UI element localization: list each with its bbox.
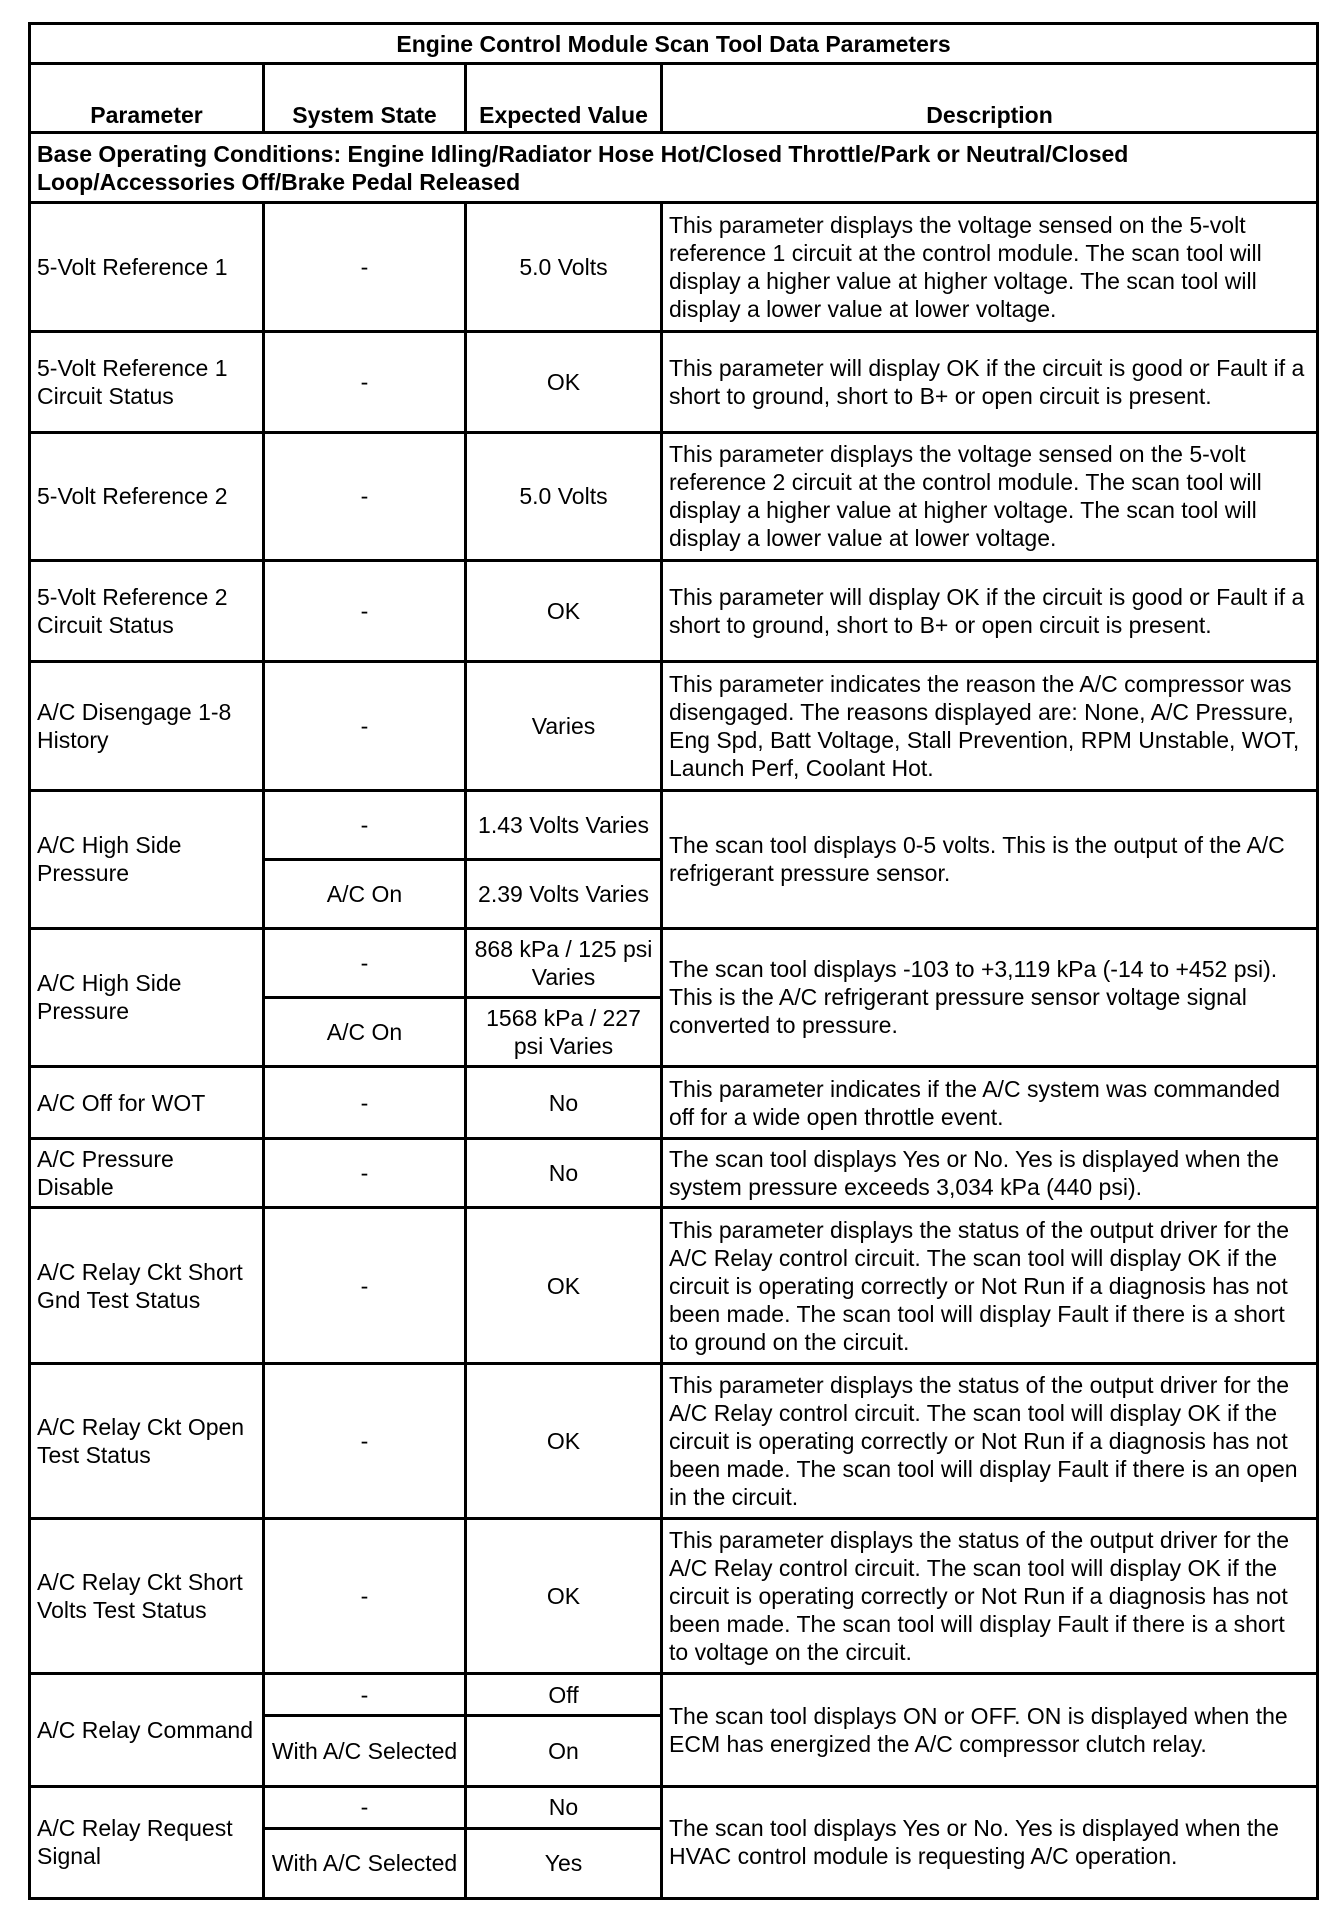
table-row	[30, 331, 1318, 432]
system-state-cell: -	[264, 928, 466, 997]
table-row	[30, 1786, 1318, 1828]
parameter-cell: A/C Relay Command	[30, 1674, 264, 1786]
expected-value-cell: No	[466, 1139, 662, 1208]
description-cell: This parameter displays the voltage sensed on the 5-volt reference 1 circuit at the control module. The scan tool will display a higher value at higher voltage. The scan tool will display a lower value at lower voltage.	[662, 203, 1318, 331]
system-state-cell: -	[264, 331, 466, 432]
description-cell: This parameter indicates if the A/C system was commanded off for a wide open throttle event.	[662, 1067, 1318, 1139]
description-cell: The scan tool displays 0-5 volts. This is the output of the A/C refrigerant pressure sensor.	[662, 790, 1318, 928]
system-state-cell: -	[264, 790, 466, 859]
expected-value-cell: Off	[466, 1674, 662, 1716]
description-cell: This parameter indicates the reason the A/C compressor was disengaged. The reasons displayed are: None, A/C Pressure, Eng Spd, Batt Voltage, Stall Prevention, RPM Unstable, WOT, Launch Perf, Coolant Hot.	[662, 662, 1318, 790]
expected-value-cell: Yes	[466, 1828, 662, 1898]
header-description: Description	[662, 64, 1318, 133]
description-cell: The scan tool displays ON or OFF. ON is displayed when the ECM has energized the A/C compressor clutch relay.	[662, 1674, 1318, 1786]
system-state-cell: A/C On	[264, 859, 466, 928]
system-state-cell: -	[264, 1519, 466, 1674]
parameter-cell: A/C High Side Pressure	[30, 790, 264, 928]
system-state-cell: -	[264, 1208, 466, 1363]
header-expected-value: Expected Value	[466, 64, 662, 133]
expected-value-cell: OK	[466, 1363, 662, 1518]
parameter-cell: A/C Relay Ckt Open Test Status	[30, 1363, 264, 1518]
expected-value-cell: OK	[466, 1519, 662, 1674]
table-row	[30, 1139, 1318, 1208]
description-cell: This parameter displays the voltage sensed on the 5-volt reference 2 circuit at the control module. The scan tool will display a higher value at higher voltage. The scan tool will display a lower value at lower voltage.	[662, 432, 1318, 560]
parameter-cell: A/C Off for WOT	[30, 1067, 264, 1139]
system-state-cell: -	[264, 203, 466, 331]
parameter-cell: 5-Volt Reference 1	[30, 203, 264, 331]
expected-value-cell: 1.43 Volts Varies	[466, 790, 662, 859]
table-row	[30, 790, 1318, 859]
expected-value-cell: 1568 kPa / 227 psi Varies	[466, 997, 662, 1066]
description-cell: This parameter displays the status of the output driver for the A/C Relay control circuit. The scan tool will display OK if the circuit is operating correctly or Not Run if a diagnosis has not been made. The scan tool will display Fault if there is a short to ground on the circuit.	[662, 1208, 1318, 1363]
title-row	[30, 24, 1318, 64]
description-cell: The scan tool displays Yes or No. Yes is displayed when the system pressure exceeds 3,034 kPa (440 psi).	[662, 1139, 1318, 1208]
description-cell: The scan tool displays Yes or No. Yes is displayed when the HVAC control module is requesting A/C operation.	[662, 1786, 1318, 1898]
header-parameter: Parameter	[30, 64, 264, 133]
scan-tool-data-table	[28, 22, 1319, 1900]
description-cell: This parameter displays the status of the output driver for the A/C Relay control circuit. The scan tool will display OK if the circuit is operating correctly or Not Run if a diagnosis has not been made. The scan tool will display Fault if there is an open in the circuit.	[662, 1363, 1318, 1518]
expected-value-cell: OK	[466, 331, 662, 432]
system-state-cell: With A/C Selected	[264, 1828, 466, 1898]
system-state-cell: -	[264, 432, 466, 560]
system-state-cell: With A/C Selected	[264, 1716, 466, 1786]
parameter-cell: A/C Disengage 1-8 History	[30, 662, 264, 790]
header-row	[30, 64, 1318, 133]
system-state-cell: -	[264, 1067, 466, 1139]
header-system-state: System State	[264, 64, 466, 133]
table-row	[30, 662, 1318, 790]
table-row	[30, 1363, 1318, 1518]
system-state-cell: -	[264, 561, 466, 662]
base-conditions-row	[30, 133, 1318, 203]
expected-value-cell: OK	[466, 1208, 662, 1363]
description-cell: This parameter will display OK if the circuit is good or Fault if a short to ground, short to B+ or open circuit is present.	[662, 331, 1318, 432]
parameter-cell: A/C Relay Ckt Short Volts Test Status	[30, 1519, 264, 1674]
table-row	[30, 1674, 1318, 1716]
table-row	[30, 1519, 1318, 1674]
system-state-cell: -	[264, 1786, 466, 1828]
description-cell: This parameter will display OK if the circuit is good or Fault if a short to ground, short to B+ or open circuit is present.	[662, 561, 1318, 662]
system-state-cell: A/C On	[264, 997, 466, 1066]
table-row	[30, 561, 1318, 662]
system-state-cell: -	[264, 662, 466, 790]
expected-value-cell: 5.0 Volts	[466, 432, 662, 560]
parameter-cell: A/C Relay Ckt Short Gnd Test Status	[30, 1208, 264, 1363]
table-row	[30, 1208, 1318, 1363]
parameter-cell: 5-Volt Reference 2	[30, 432, 264, 560]
system-state-cell: -	[264, 1674, 466, 1716]
table-row	[30, 928, 1318, 997]
expected-value-cell: OK	[466, 561, 662, 662]
parameter-cell: A/C High Side Pressure	[30, 928, 264, 1066]
expected-value-cell: On	[466, 1716, 662, 1786]
parameter-cell: A/C Relay Request Signal	[30, 1786, 264, 1898]
parameter-cell: 5-Volt Reference 1 Circuit Status	[30, 331, 264, 432]
description-cell: This parameter displays the status of the output driver for the A/C Relay control circuit. The scan tool will display OK if the circuit is operating correctly or Not Run if a diagnosis has not been made. The scan tool will display Fault if there is a short to voltage on the circuit.	[662, 1519, 1318, 1674]
expected-value-cell: 5.0 Volts	[466, 203, 662, 331]
table-title: Engine Control Module Scan Tool Data Parameters	[30, 24, 1318, 64]
expected-value-cell: 868 kPa / 125 psi Varies	[466, 928, 662, 997]
expected-value-cell: No	[466, 1786, 662, 1828]
description-cell: The scan tool displays -103 to +3,119 kPa (-14 to +452 psi). This is the A/C refrigerant pressure sensor voltage signal converted to pressure.	[662, 928, 1318, 1066]
parameter-cell: 5-Volt Reference 2 Circuit Status	[30, 561, 264, 662]
table-row	[30, 432, 1318, 560]
expected-value-cell: No	[466, 1067, 662, 1139]
system-state-cell: -	[264, 1139, 466, 1208]
expected-value-cell: Varies	[466, 662, 662, 790]
base-operating-conditions: Base Operating Conditions: Engine Idling/Radiator Hose Hot/Closed Throttle/Park or Neutral/Closed Loop/Accessories Off/Brake Pedal Released	[30, 133, 1318, 203]
expected-value-cell: 2.39 Volts Varies	[466, 859, 662, 928]
table-row	[30, 203, 1318, 331]
parameter-cell: A/C Pressure Disable	[30, 1139, 264, 1208]
system-state-cell: -	[264, 1363, 466, 1518]
table-row	[30, 1067, 1318, 1139]
